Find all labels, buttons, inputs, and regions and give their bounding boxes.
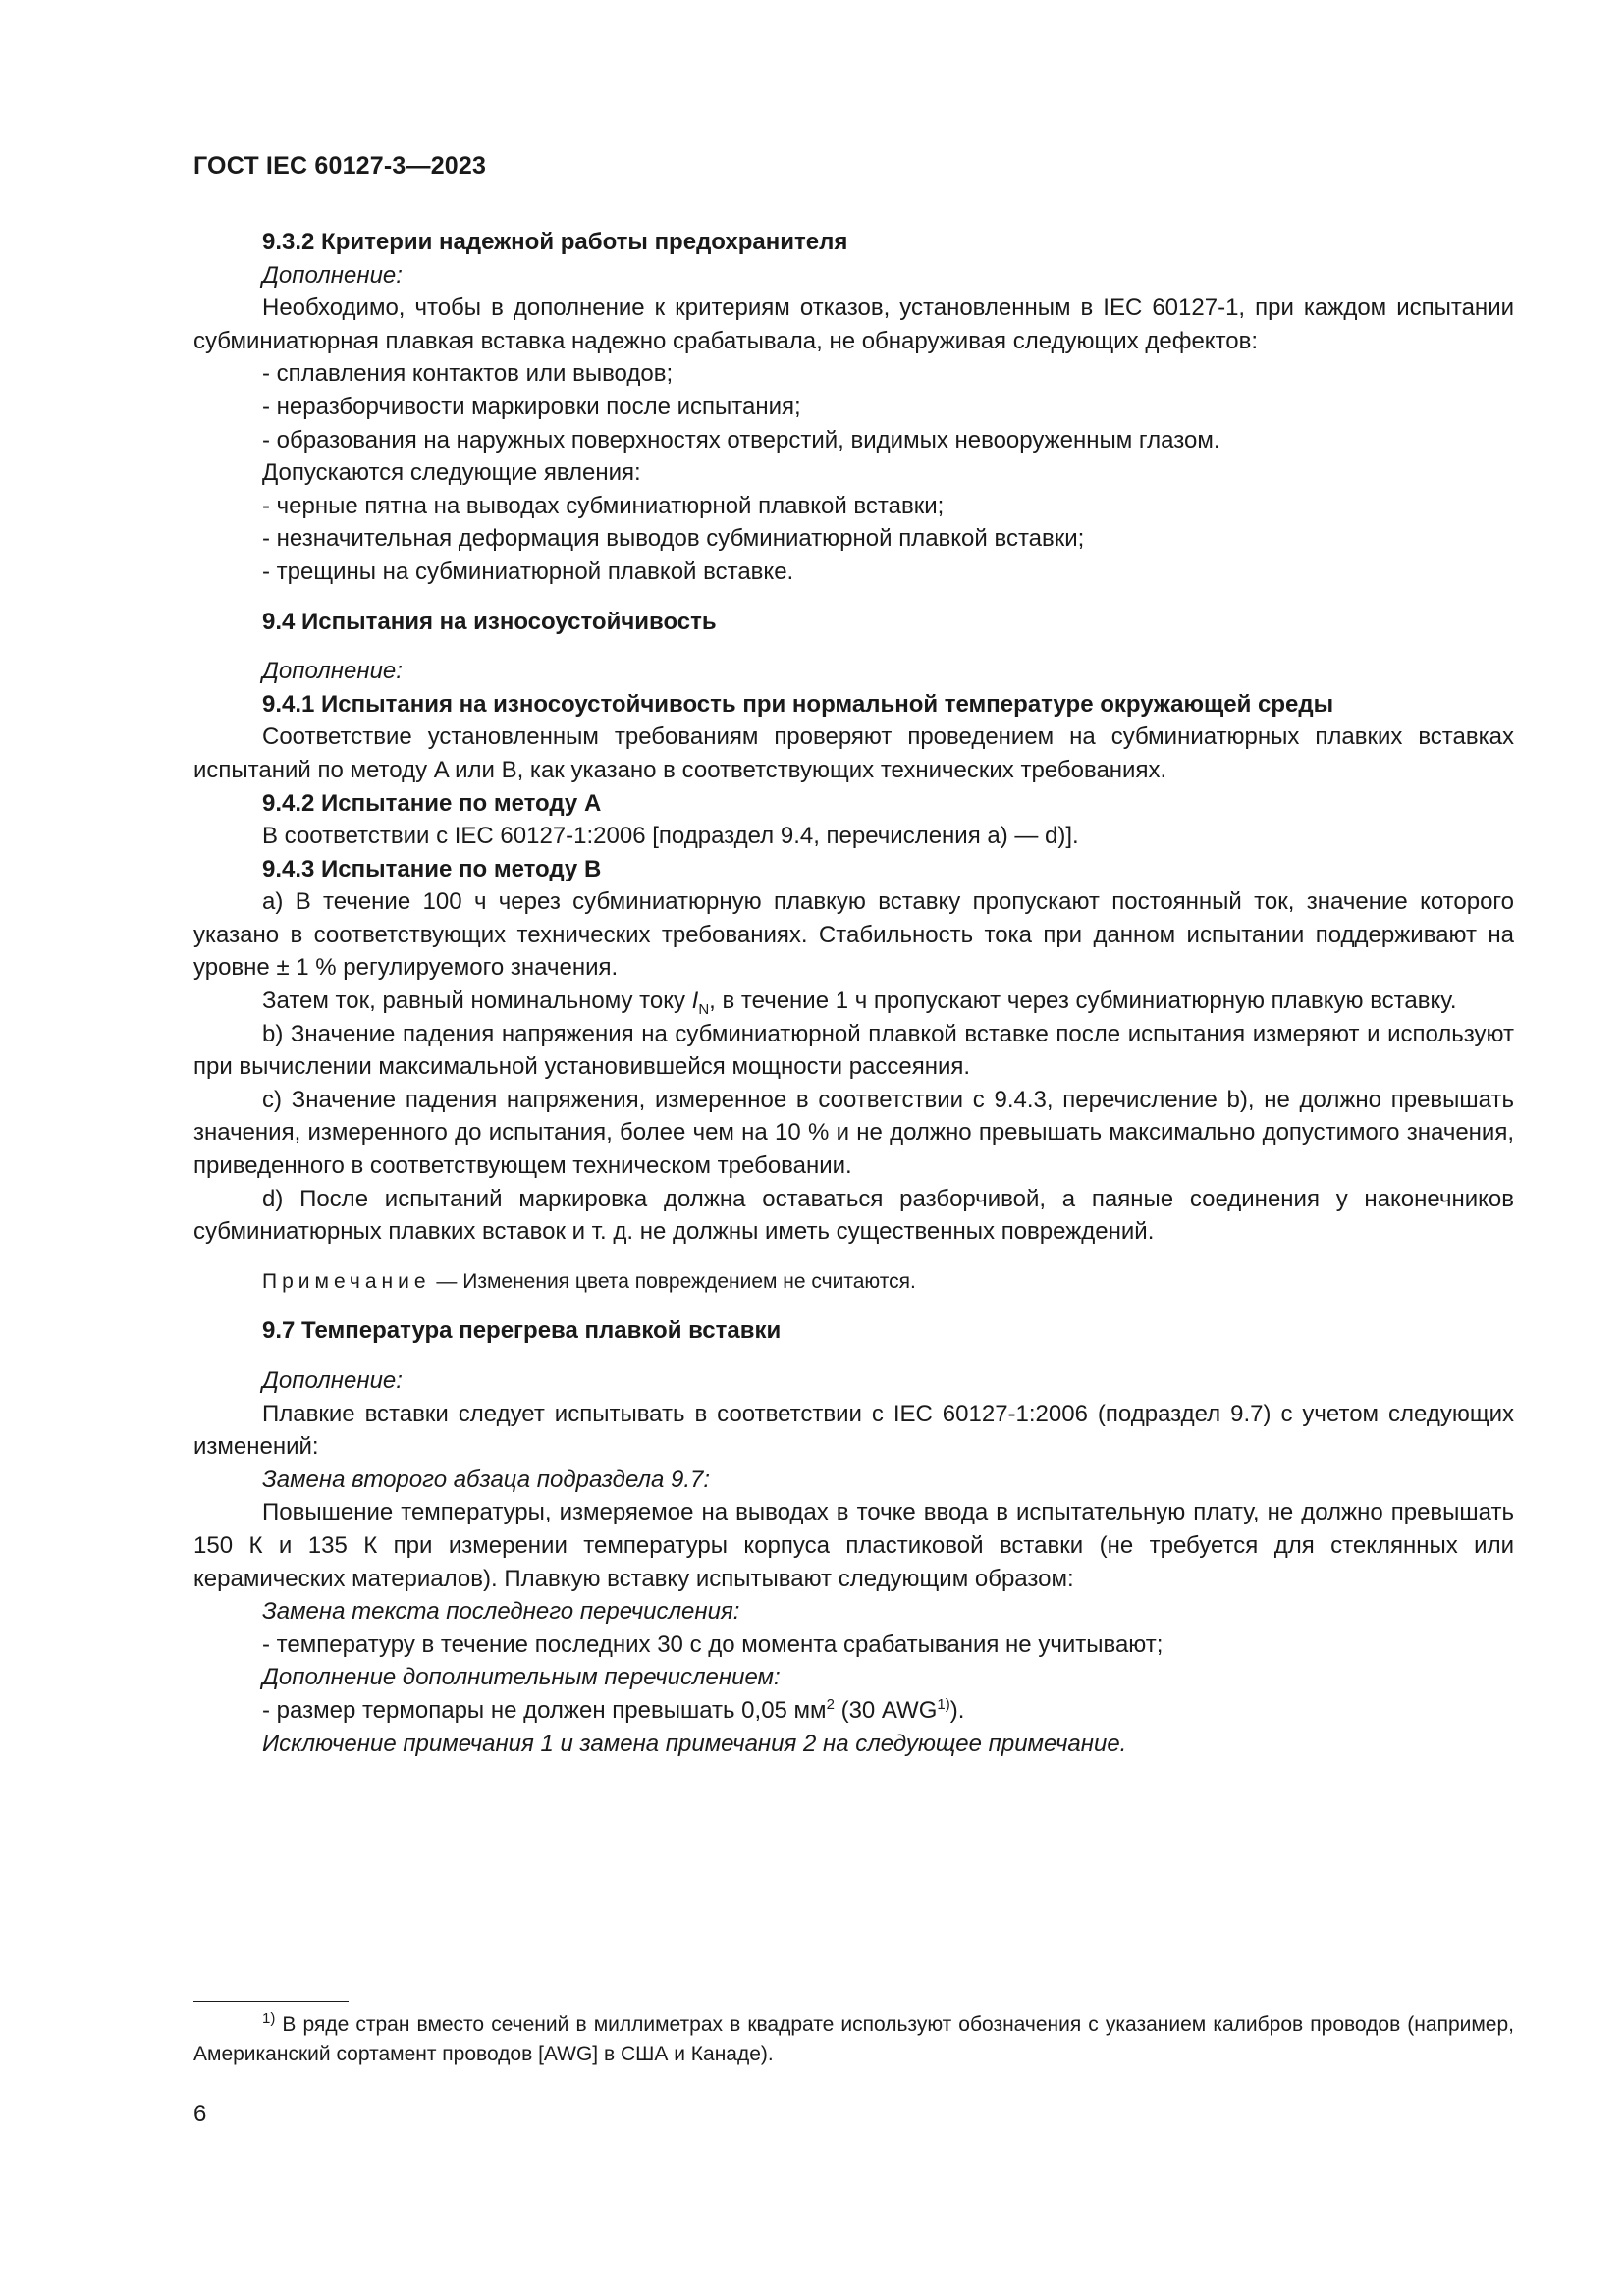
note xyxy=(193,1265,1514,1299)
addition-label: Дополнение: xyxy=(262,261,403,289)
page-number: 6 xyxy=(193,2101,207,2127)
document-id-header: ГОСТ IEC 60127-3—2023 xyxy=(193,152,487,180)
enumeration-d: d) После испытаний маркировка должна оставаться разборчивой, а паяные соединения у наконечников субминиатюрных плавких вставок и т. д. не должны иметь существенных повреждений. xyxy=(193,1185,1514,1246)
document-page xyxy=(193,0,1514,2296)
replacement-label: Замена текста последнего перечисления: xyxy=(262,1598,740,1626)
paragraph xyxy=(193,985,1514,1018)
list-item: - сплавления контактов или выводов; xyxy=(262,360,674,388)
text-run: - размер термопары не должен превышать 0,05 мм xyxy=(262,1696,827,1724)
superscript: 2 xyxy=(826,1695,835,1713)
exclusion-label: Исключение примечания 1 и замена примечания 2 на следующее примечание. xyxy=(262,1730,1127,1757)
enumeration-c: c) Значение падения напряжения, измеренное в соответствии с 9.4.3, перечисление b), не должно превышать значения, измеренного до испытания, более чем на 10 % и не должно превышать максимально допустимого значения, приведенного в соответствующем техническом требовании. xyxy=(193,1086,1514,1180)
text-run: , в течение 1 ч пропускают через субминиатюрную плавкую вставку. xyxy=(709,988,1457,1015)
addition-label: Дополнение дополнительным перечислением: xyxy=(262,1664,781,1691)
footnote-text: В ряде стран вместо сечений в миллиметрах в квадрате используют обозначения с указанием калибров проводов (например, Американский сортамент проводов [AWG] в США и Канаде). xyxy=(193,2013,1514,2065)
current-symbol: I xyxy=(691,988,699,1015)
addition-label: Дополнение: xyxy=(262,658,403,685)
paragraph: В соответствии с IEC 60127-1:2006 [подраздел 9.4, перечисления a) — d)]. xyxy=(262,823,1079,850)
footnote xyxy=(193,2010,1514,2069)
addition-label: Дополнение: xyxy=(262,1367,403,1394)
enumeration-a: a) В течение 100 ч через субминиатюрную плавкую вставку пропускают постоянный ток, значение которого указано в соответствующих технических требованиях. Стабильность тока при данном испытании поддерживают на уровне ± 1 % регулируемого значения. xyxy=(193,888,1514,982)
list-item: - температуру в течение последних 30 с до момента срабатывания не учитывают; xyxy=(262,1630,1164,1658)
paragraph: Необходимо, чтобы в дополнение к критериям отказов, установленным в IEC 60127-1, при каждом испытании субминиатюрная плавкая вставка надежно срабатывала, не обнаруживая следующих дефектов: xyxy=(193,294,1514,354)
list-item: - черные пятна на выводах субминиатюрной плавкой вставки; xyxy=(262,492,945,519)
list-item: - образования на наружных поверхностях отверстий, видимых невооруженным глазом. xyxy=(262,426,1220,454)
section-9-3-2-title: 9.3.2 Критерии надежной работы предохранителя xyxy=(262,229,848,255)
paragraph: Соответствие установленным требованиям проверяют проведением на субминиатюрных плавких вставках испытаний по методу A или B, как указано в соответствующих технических требованиях. xyxy=(193,723,1514,783)
replacement-label: Замена второго абзаца подраздела 9.7: xyxy=(262,1466,711,1493)
enumeration-b: b) Значение падения напряжения на субминиатюрной плавкой вставке после испытания измеряют и используют при вычислении максимальной установившейся мощности рассеяния. xyxy=(193,1020,1514,1081)
note-text: — Изменения цвета повреждением не считаются. xyxy=(430,1269,916,1293)
paragraph: Плавкие вставки следует испытывать в соответствии с IEC 60127-1:2006 (подраздел 9.7) с учетом следующих изменений: xyxy=(193,1400,1514,1461)
list-item: - незначительная деформация выводов субминиатюрной плавкой вставки; xyxy=(262,525,1085,553)
footnote-divider xyxy=(193,2001,349,2002)
section-9-4-2-title: 9.4.2 Испытание по методу А xyxy=(262,789,602,817)
list-item xyxy=(193,1694,1514,1728)
list-item: - трещины на субминиатюрной плавкой вставке. xyxy=(262,558,794,585)
note-label: Примечание xyxy=(262,1269,431,1293)
paragraph: Повышение температуры, измеряемое на выводах в точке ввода в испытательную плату, не должно превышать 150 К и 135 К при измерении температуры корпуса пластиковой вставки (не требуется для стеклянных или керамических материалов). Плавкую вставку испытывают следующим образом: xyxy=(193,1499,1514,1592)
document-body xyxy=(193,226,1514,1760)
current-symbol-subscript: N xyxy=(698,1000,710,1018)
section-9-4-3-title: 9.4.3 Испытание по методу В xyxy=(262,855,602,882)
section-9-4-1-title: 9.4.1 Испытания на износоустойчивость при нормальной температуре окружающей среды xyxy=(262,690,1334,718)
footnote-mark: 1) xyxy=(262,2010,276,2027)
section-9-7-title: 9.7 Температура перегрева плавкой вставки xyxy=(262,1317,782,1345)
section-9-4-title: 9.4 Испытания на износоустойчивость xyxy=(262,608,717,635)
footnote-reference: 1) xyxy=(937,1695,950,1713)
paragraph: Допускаются следующие явления: xyxy=(262,459,641,487)
text-run: Затем ток, равный номинальному току xyxy=(262,988,692,1015)
text-run: ). xyxy=(949,1696,965,1724)
list-item: - неразборчивости маркировки после испытания; xyxy=(262,393,801,420)
text-run: (30 AWG xyxy=(834,1696,938,1724)
